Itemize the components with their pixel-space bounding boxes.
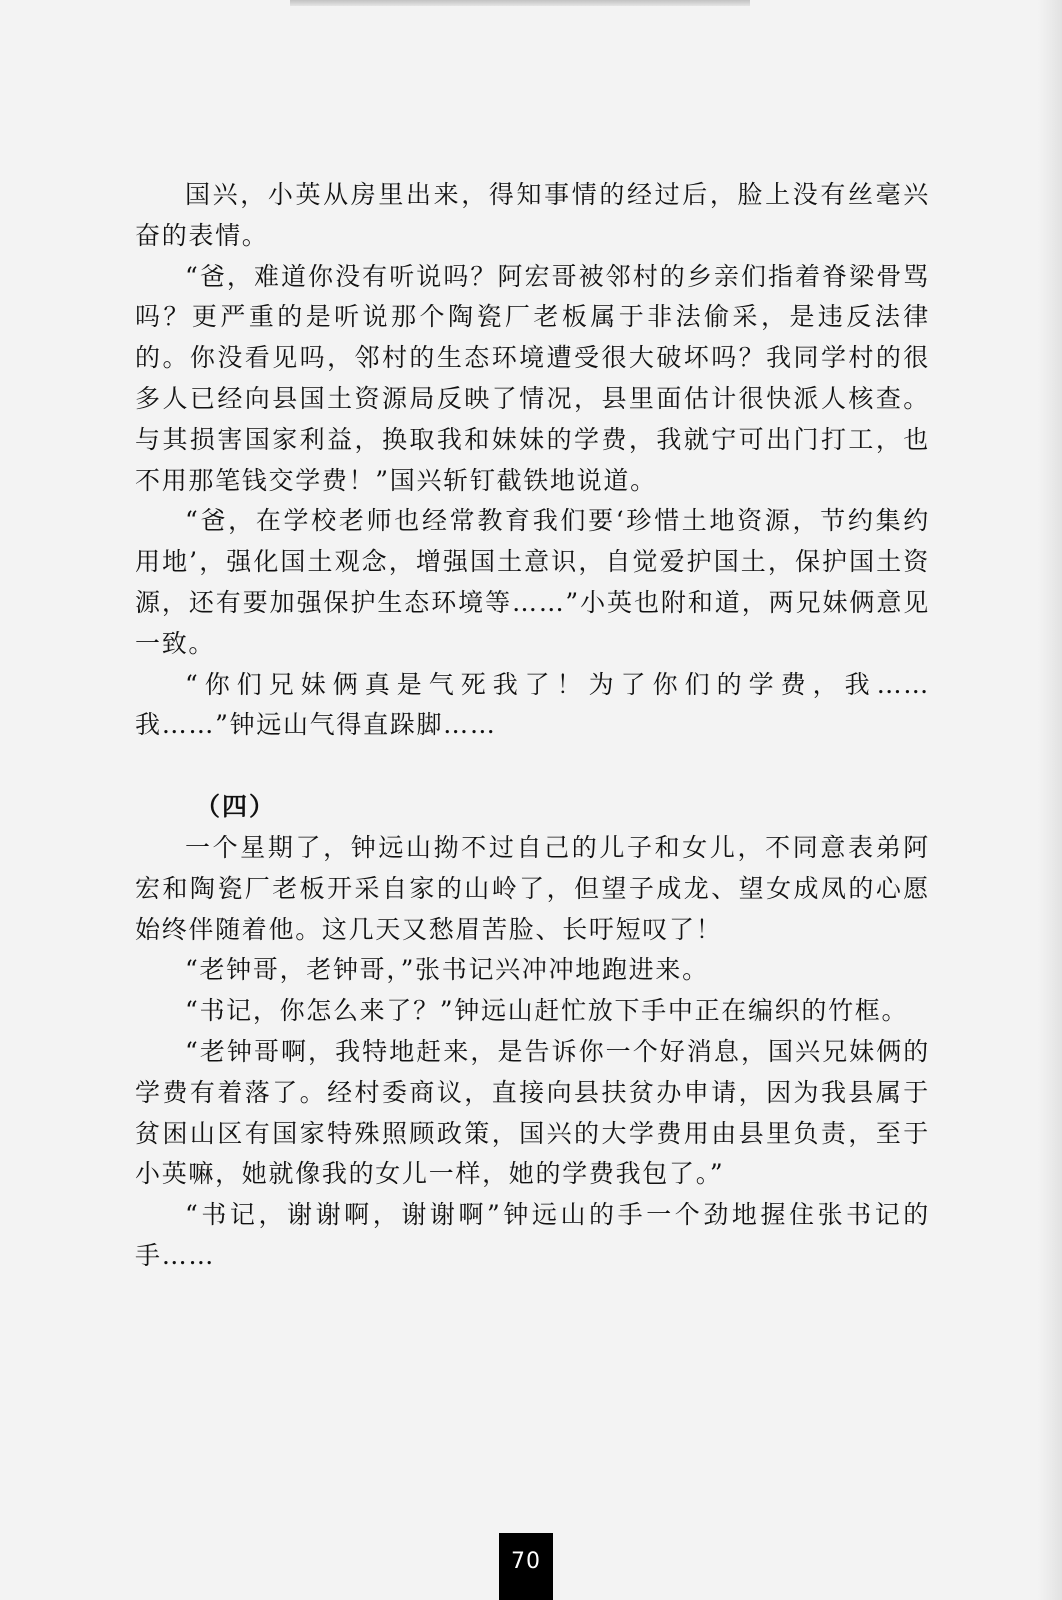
- paragraph: “书记，你怎么来了？”钟远山赶忙放下手中正在编织的竹框。: [185, 996, 909, 1026]
- paragraph: “书记，谢谢啊，谢谢啊”钟远山的手一个劲地握住张书记的手……: [135, 1200, 930, 1270]
- page-edge: [1038, 0, 1062, 1600]
- page-number: 70: [511, 1549, 541, 1574]
- paragraph: 一个星期了，钟远山拗不过自己的儿子和女儿，不同意表弟阿宏和陶瓷厂老板开采自家的山岭了，但望子成龙、望女成凤的心愿始终伴随着他。这几天又愁眉苦脸、长吁短叹了！: [135, 832, 930, 944]
- paragraph: “你们兄妹俩真是气死我了！为了你们的学费，我……我……”钟远山气得直跺脚……: [135, 669, 930, 740]
- paragraph: 国兴，小英从房里出来，得知事情的经过后，脸上没有丝毫兴奋的表情。: [135, 180, 930, 250]
- paragraph: “爸，在学校老师也经常教育我们要‘珍惜土地资源，节约集约用地’，强化国土观念，增强国土意识，自觉爱护国土，保护国土资源，还有要加强保护生态环境等……”小英也附和道，两兄妹俩意见一致。: [135, 506, 930, 658]
- paragraph: “老钟哥，老钟哥，”张书记兴冲冲地跑进来。: [185, 955, 709, 985]
- scan-shadow: [290, 0, 750, 6]
- body-text: [135, 175, 930, 1277]
- paragraph: “爸，难道你没有听说吗？阿宏哥被邻村的乡亲们指着脊梁骨骂吗？更严重的是听说那个陶瓷厂老板属于非法偷采，是违反法律的。你没看见吗，邻村的生态环境遭受很大破坏吗？我同学村的很多人已经向县国土资源局反映了情况，县里面估计很快派人核查。与其损害国家利益，换取我和妹妹的学费，我就宁可出门打工，也不用那笔钱交学费！”国兴斩钉截铁地说道。: [135, 261, 930, 495]
- section-heading: （四）: [195, 792, 277, 822]
- paragraph: “老钟哥啊，我特地赶来，是告诉你一个好消息，国兴兄妹俩的学费有着落了。经村委商议，直接向县扶贫办申请，因为我县属于贫困山区有国家特殊照顾政策，国兴的大学费用由县里负责，至于小英嘛，她就像我的女儿一样，她的学费我包了。”: [135, 1036, 930, 1189]
- page-number-box: [499, 1533, 553, 1600]
- section-spacer: [135, 746, 930, 787]
